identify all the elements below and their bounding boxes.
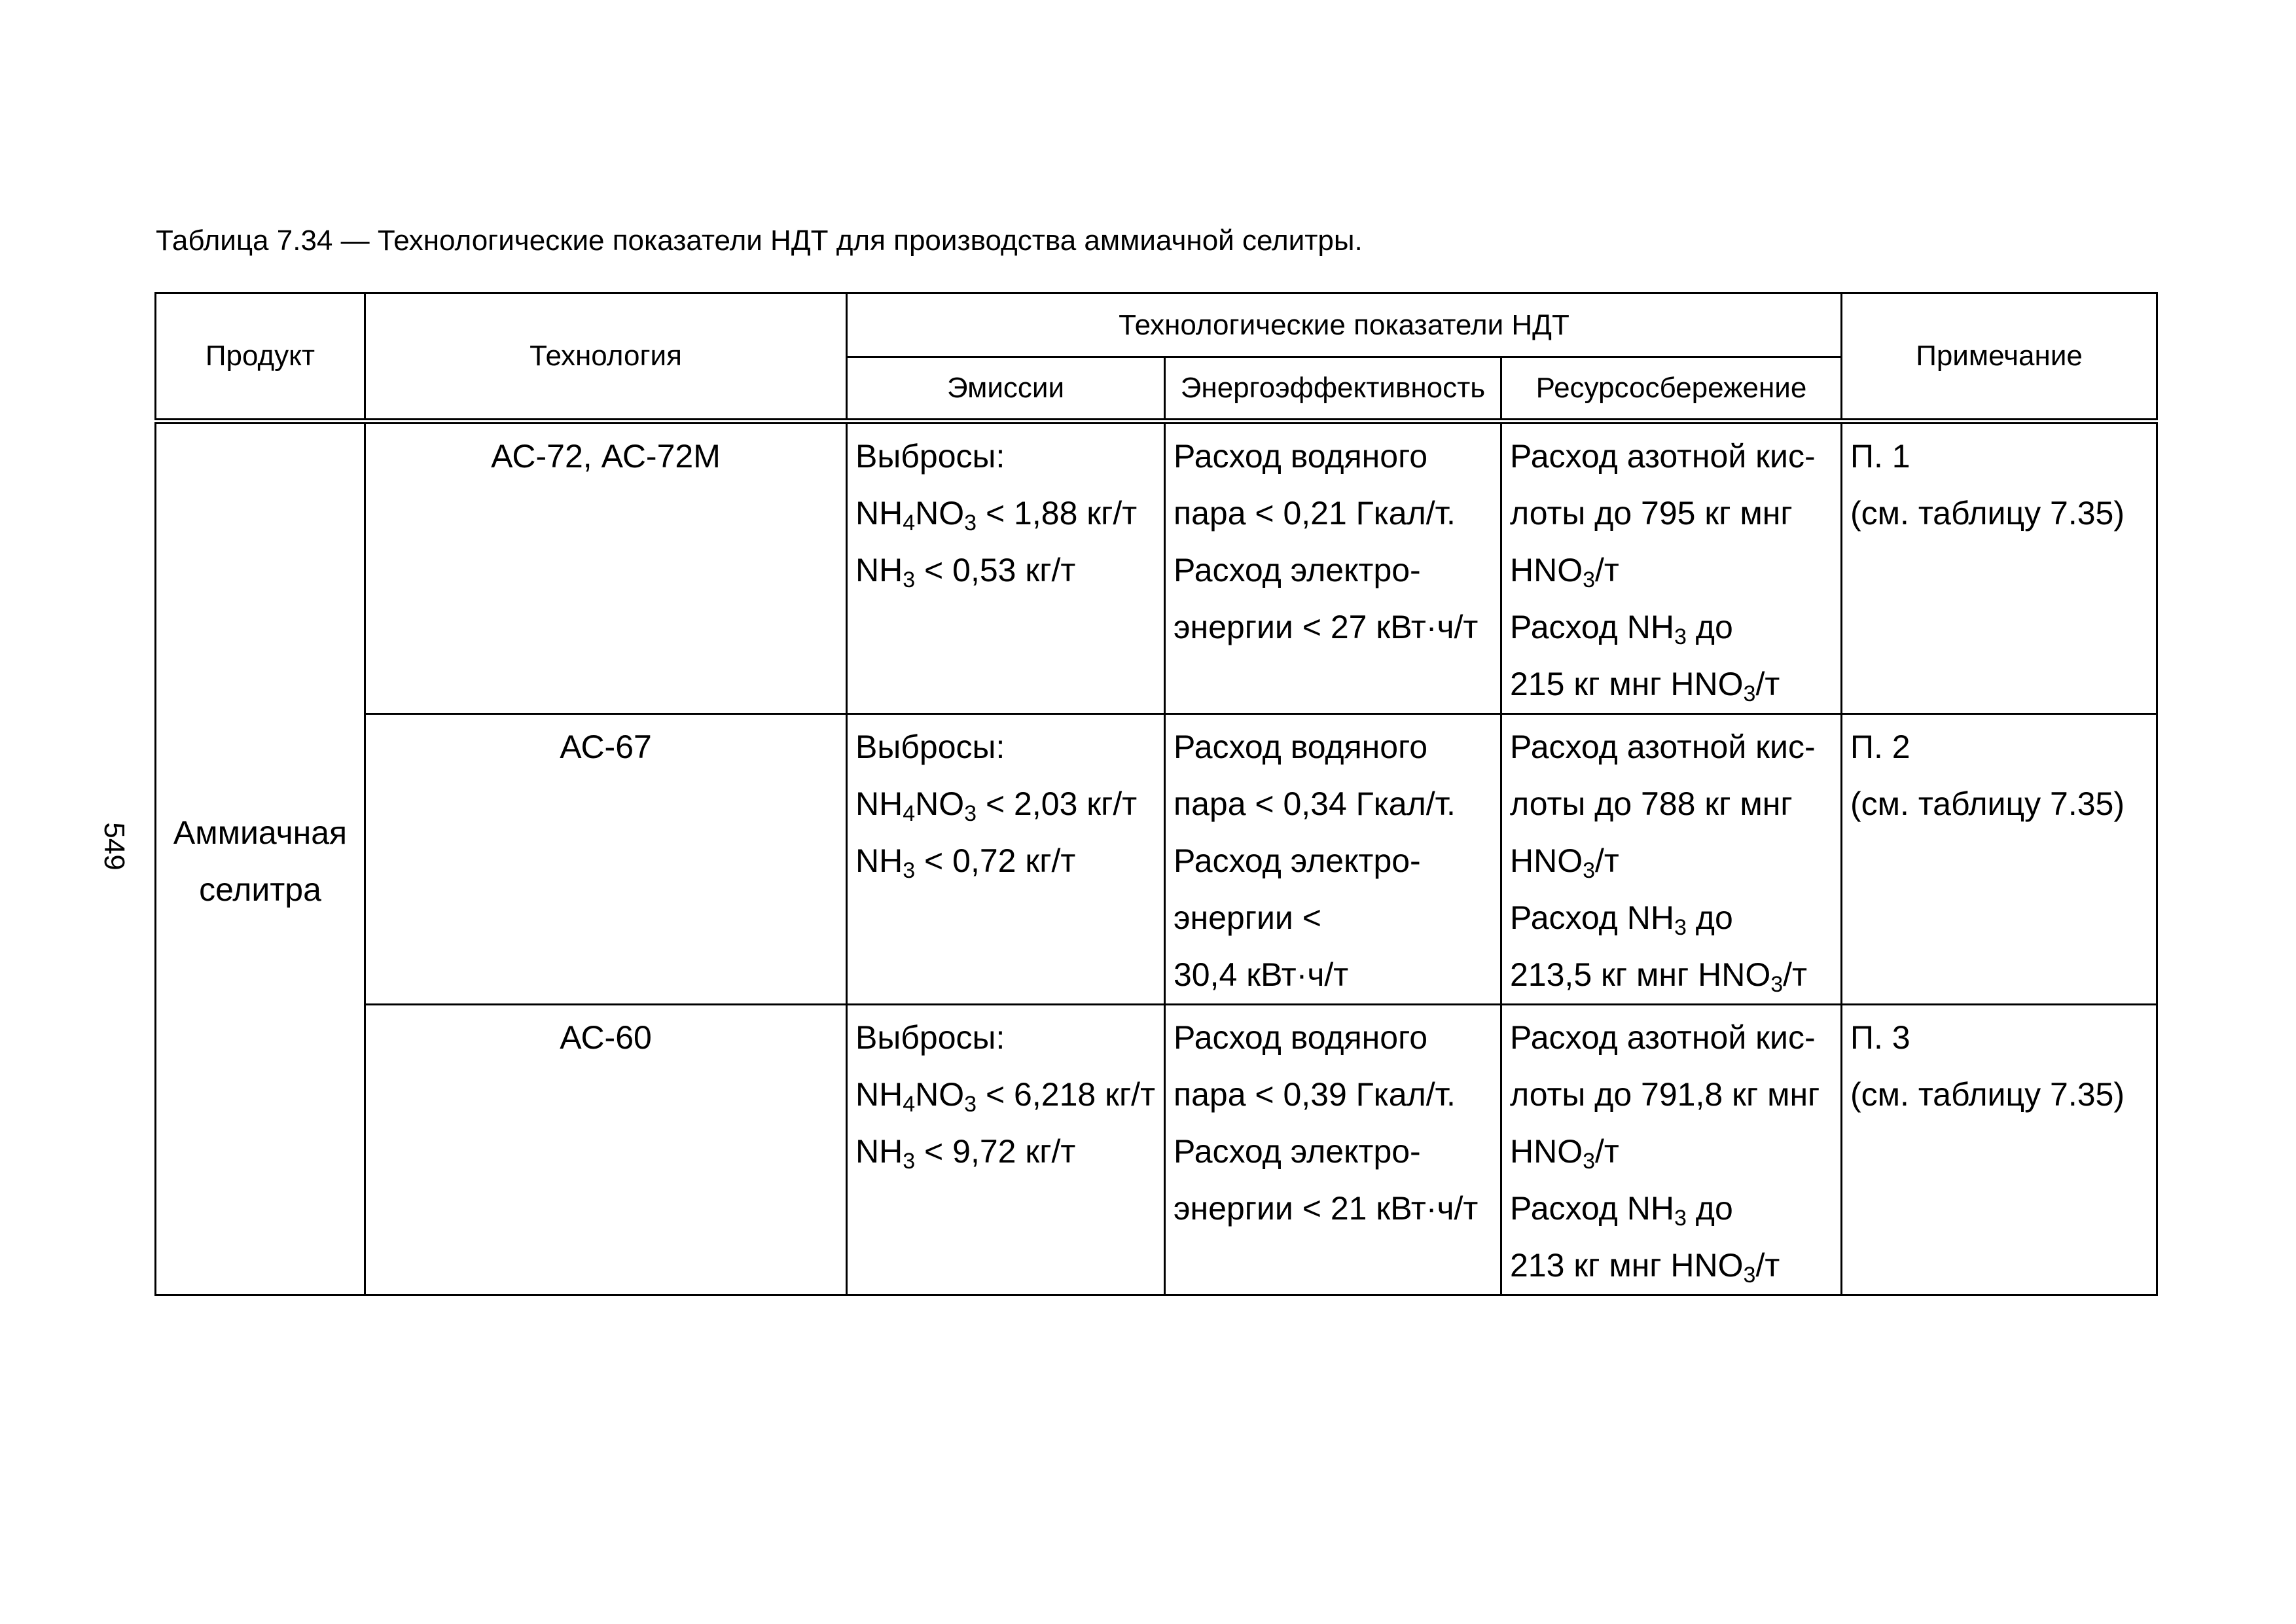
technology-cell: АС-67 bbox=[365, 714, 847, 1005]
emission-value: < 1,88 кг/т bbox=[985, 495, 1138, 532]
header-resources: Ресурсосбережение bbox=[1501, 357, 1842, 422]
note-line: (см. таблицу 7.35) bbox=[1850, 785, 2125, 822]
note-line: П. 2 bbox=[1850, 729, 1910, 765]
energy-line: Расход водяного bbox=[1174, 1019, 1428, 1056]
resources-line: лоты до 795 кг мнг bbox=[1510, 495, 1793, 532]
emission-nh4no3: $NH_4NO_3 < 6,218$ кг/т bbox=[855, 1076, 1155, 1117]
header-product: Продукт bbox=[156, 293, 365, 422]
energy-cell bbox=[1165, 1005, 1501, 1295]
resources-line: Расход азотной кис- bbox=[1510, 1019, 1816, 1056]
resources-line: Расход $NH_3$ до bbox=[1510, 899, 1733, 940]
energy-line: энергии < bbox=[1174, 899, 1321, 936]
energy-line: энергии < 21 кВт·ч/т bbox=[1174, 1190, 1479, 1227]
emission-nh3: $NH_3 < 9,72$ кг/т bbox=[855, 1133, 1076, 1174]
emission-nh3: $NH_3 < 0,72$ кг/т bbox=[855, 842, 1076, 883]
resources-line: Расход азотной кис- bbox=[1510, 729, 1816, 765]
energy-line: Расход электро- bbox=[1174, 842, 1421, 879]
table-row bbox=[156, 714, 2157, 1005]
resources-line: лоты до 788 кг мнг bbox=[1510, 785, 1793, 822]
energy-cell bbox=[1165, 422, 1501, 714]
emissions-cell bbox=[847, 714, 1165, 1005]
energy-line: Расход водяного bbox=[1174, 438, 1428, 475]
resources-line: 213,5 кг мнг $HNO_3/т$ bbox=[1510, 956, 1807, 997]
note-cell bbox=[1842, 422, 2157, 714]
energy-line: пара < 0,21 Гкал/т. bbox=[1174, 495, 1456, 532]
energy-line: 30,4 кВт·ч/т bbox=[1174, 956, 1349, 993]
emission-value: < 0,53 кг/т bbox=[924, 552, 1076, 588]
resources-cell bbox=[1501, 422, 1842, 714]
header-technology: Технология bbox=[365, 293, 847, 422]
technology-cell: АС-72, АС-72М bbox=[365, 422, 847, 714]
header-note: Примечание bbox=[1842, 293, 2157, 422]
page-number: 549 bbox=[98, 822, 130, 871]
note-cell bbox=[1842, 1005, 2157, 1295]
note-line: (см. таблицу 7.35) bbox=[1850, 1076, 2125, 1113]
resources-line: лоты до 791,8 кг мнг bbox=[1510, 1076, 1820, 1113]
header-emissions: Эмиссии bbox=[847, 357, 1165, 422]
emission-value: < 6,218 кг/т bbox=[985, 1076, 1155, 1113]
resources-cell bbox=[1501, 714, 1842, 1005]
resources-cell bbox=[1501, 1005, 1842, 1295]
energy-line: Расход водяного bbox=[1174, 729, 1428, 765]
emissions-title: Выбросы: bbox=[855, 438, 1005, 475]
header-row-top bbox=[156, 293, 2157, 357]
resources-line: 215 кг мнг $HNO_3/т$ bbox=[1510, 666, 1780, 706]
emissions-cell bbox=[847, 1005, 1165, 1295]
table-row bbox=[156, 1005, 2157, 1295]
resources-line: $HNO_3/т$ bbox=[1510, 1133, 1619, 1174]
emission-nh4no3: $NH_4NO_3 < 1,88$ кг/т bbox=[855, 495, 1138, 535]
table-caption: Таблица 7.34 — Технологические показатели НДТ для производства аммиачной селитры. bbox=[156, 225, 1363, 257]
table-row bbox=[156, 422, 2157, 714]
technology-cell: АС-60 bbox=[365, 1005, 847, 1295]
emissions-cell bbox=[847, 422, 1165, 714]
product-line: селитра bbox=[199, 871, 321, 908]
energy-line: Расход электро- bbox=[1174, 1133, 1421, 1170]
product-line: Аммиачная bbox=[173, 814, 348, 851]
emissions-title: Выбросы: bbox=[855, 1019, 1005, 1056]
header-indicators: Технологические показатели НДТ bbox=[847, 293, 1842, 357]
note-line: П. 1 bbox=[1850, 438, 1910, 475]
emission-nh3: $NH_3 < 0,53$ кг/т bbox=[855, 552, 1076, 592]
bat-indicators-table bbox=[154, 292, 2158, 1296]
energy-line: пара < 0,39 Гкал/т. bbox=[1174, 1076, 1456, 1113]
emission-nh4no3: $NH_4NO_3 < 2,03$ кг/т bbox=[855, 785, 1138, 826]
note-line: (см. таблицу 7.35) bbox=[1850, 495, 2125, 532]
note-cell bbox=[1842, 714, 2157, 1005]
resources-line: Расход азотной кис- bbox=[1510, 438, 1816, 475]
resources-line: $HNO_3/т$ bbox=[1510, 552, 1619, 592]
resources-line: Расход $NH_3$ до bbox=[1510, 609, 1733, 649]
emissions-title: Выбросы: bbox=[855, 729, 1005, 765]
emission-value: < 0,72 кг/т bbox=[924, 842, 1076, 879]
energy-line: пара < 0,34 Гкал/т. bbox=[1174, 785, 1456, 822]
product-cell bbox=[156, 422, 365, 1295]
resources-line: 213 кг мнг $HNO_3/т$ bbox=[1510, 1247, 1780, 1288]
emission-value: < 9,72 кг/т bbox=[924, 1133, 1076, 1170]
energy-line: Расход электро- bbox=[1174, 552, 1421, 588]
note-line: П. 3 bbox=[1850, 1019, 1910, 1056]
energy-line: энергии < 27 кВт·ч/т bbox=[1174, 609, 1479, 645]
resources-line: Расход $NH_3$ до bbox=[1510, 1190, 1733, 1231]
emission-value: < 2,03 кг/т bbox=[985, 785, 1138, 822]
resources-line: $HNO_3/т$ bbox=[1510, 842, 1619, 883]
header-energy: Энергоэффективность bbox=[1165, 357, 1501, 422]
energy-cell bbox=[1165, 714, 1501, 1005]
